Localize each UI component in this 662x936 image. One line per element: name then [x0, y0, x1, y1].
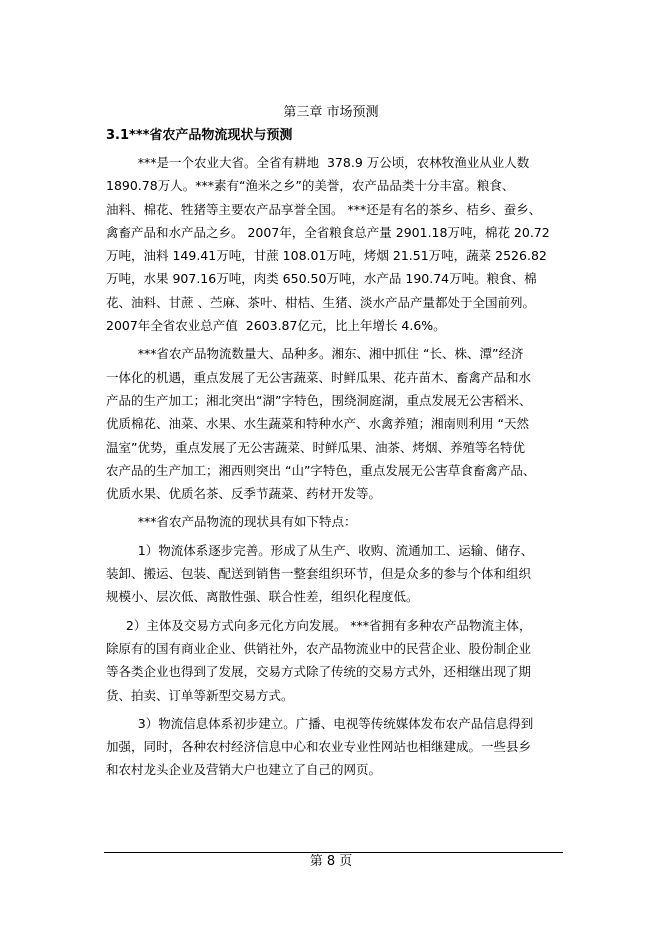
text-line: 货、拍卖、订单等新型交易方式。 [106, 687, 294, 703]
text-line: 万吨，水果 907.16万吨，肉类 650.50万吨，水产品 190.74万吨。粮食、棉 [106, 271, 537, 287]
text-line: 规模小、层次低、离散性强、联合性差，组织化程度低。 [106, 589, 419, 605]
paragraph-agriculture-overview [106, 151, 562, 337]
text-line: 产品的生产加工；湘北突出“湖”字特色，围绕洞庭湖，重点发展无公害稻米、 [106, 392, 532, 408]
text-line: ***是一个农业大省。全省有耕地 378.9 万公顷，农林牧渔业从业人数 [106, 155, 530, 170]
chapter-title: 第三章 市场预测 [283, 105, 379, 120]
page-number: 第 8 页 [309, 854, 353, 869]
text-line: 农产品的生产加工；湘西则突出 “山”字特色，重点发展无公害草食畜禽产品、 [106, 462, 536, 478]
paragraph-point-1 [106, 539, 562, 609]
text-line: ***省农产品物流的现状具有如下特点： [106, 514, 357, 530]
document-body [106, 151, 562, 782]
text-line: 除原有的国有商业企业、供销社外，农产品物流业中的民营企业、股份制企业 [106, 640, 532, 656]
text-line: 优质棉花、油菜、水果、水生蔬菜和特种水产、水禽养殖；湘南则利用 “天然 [106, 416, 529, 432]
paragraph-regional-logistics [106, 342, 562, 505]
paragraph-point-3 [106, 712, 562, 782]
text-line: 2007年全省农业总产值 2603.87亿元，比上年增长 4.6%。 [106, 318, 446, 334]
text-line: 加强，同时，各种农村经济信息中心和农业专业性网站也相继建成。一些县乡 [106, 739, 532, 755]
section-heading: 3.1***省农产品物流现状与预测 [106, 128, 293, 143]
paragraph-characteristics-intro [106, 510, 562, 533]
paragraph-point-2 [106, 614, 562, 707]
text-line: 1890.78万人。***素有“渔米之乡”的美誉，农产品品类十分丰富。粮食、 [106, 178, 515, 194]
text-line: 和农村龙头企业及营销大户也建立了自己的网页。 [106, 762, 382, 778]
text-line: 等各类企业也得到了发展，交易方式除了传统的交易方式外，还相继出现了期 [106, 664, 532, 680]
text-line: 优质水果、优质名茶、反季节蔬菜、药材开发等。 [106, 486, 382, 502]
text-line: 花、油料、甘蔗 、苎麻、茶叶、柑桔、生猪、淡水产品产量都处于全国前列。 [106, 294, 535, 310]
text-line: 1）物流体系逐步完善。形成了从生产、收购、流通加工、运输、储存、 [106, 542, 534, 558]
text-line: 一体化的机遇，重点发展了无公害蔬菜、时鲜瓜果、花卉苗木、畜禽产品和水 [106, 369, 532, 385]
text-line: 温室”优势，重点发展了无公害蔬菜、时鲜瓜果、油茶、烤烟、养殖等名特优 [106, 439, 525, 455]
text-line: 油料、棉花、牲猪等主要农产品享誉全国。 ***还是有名的茶乡、桔乡、蚕乡、 [106, 201, 542, 217]
text-line: 3）物流信息体系初步建立。广播、电视等传统媒体发布农产品信息得到 [106, 715, 534, 731]
text-line: ***省农产品物流数量大、品种多。湘东、湘中抓住 “长、株、潭”经济 [106, 346, 524, 362]
text-line: 万吨，油料 149.41万吨，甘蔗 108.01万吨，烤烟 21.51万吨，蔬菜 2526.82 [106, 248, 547, 264]
text-line: 装卸、搬运、包装、配送到销售一整套组织环节，但是众多的参与个体和组织 [106, 566, 532, 582]
text-line: 禽畜产品和水产品之乡。 2007年，全省粮食总产量 2901.18万吨，棉花 20.72 [106, 224, 550, 240]
text-line: 2）主体及交易方式向多元化方向发展。 ***省拥有多种农产品物流主体， [106, 617, 532, 633]
